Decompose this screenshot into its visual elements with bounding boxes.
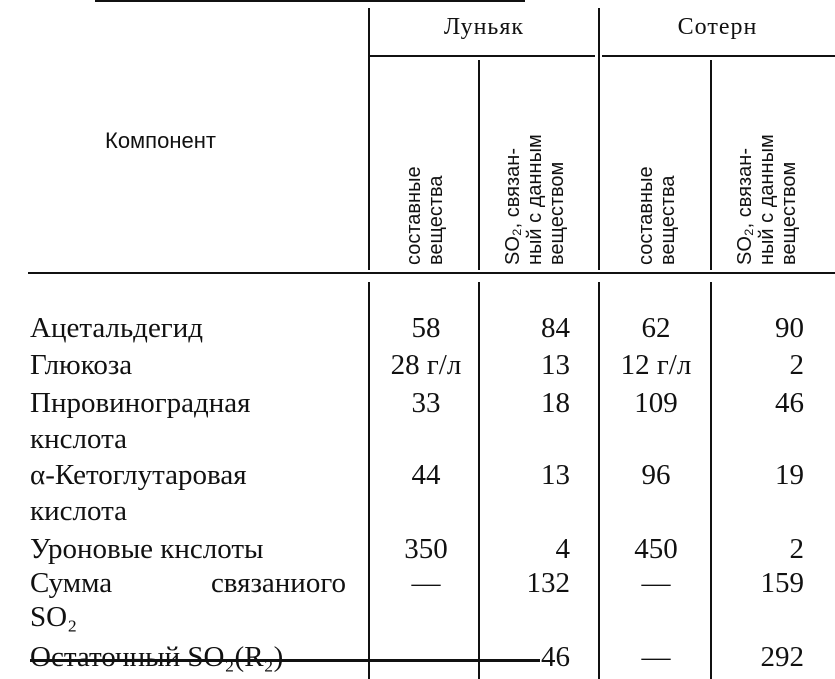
- lunyak-substances-value: 350: [404, 533, 448, 565]
- divider-groups: [598, 8, 600, 270]
- header-component: Компонент: [105, 128, 216, 153]
- row-name-line2: кислота: [30, 495, 127, 527]
- header-soter-substances: составные вещества: [635, 166, 679, 265]
- lunyak-so2-value: 4: [555, 533, 570, 565]
- soter-substances-value: 109: [634, 387, 678, 419]
- table-row-continuation: [0, 495, 835, 529]
- lunyak-so2-value: 18: [541, 387, 570, 419]
- divider-component: [368, 8, 370, 270]
- header-group-lunyak: Луньяк: [443, 14, 525, 40]
- divider-soter-inner: [710, 60, 712, 270]
- table-row: [0, 459, 835, 493]
- soter-so2-value: 46: [775, 387, 804, 419]
- table-row: [0, 387, 835, 421]
- soter-substances-value: —: [641, 567, 671, 599]
- table-row-continuation: [0, 423, 835, 457]
- row-name: Глюкоза: [30, 349, 133, 381]
- header-lunyak-substances: составные вещества: [403, 166, 447, 265]
- row-name: Уроновые кнслоты: [30, 533, 264, 565]
- lunyak-substances-value: —: [411, 567, 441, 599]
- soter-substances-value: 450: [634, 533, 678, 565]
- soter-so2-value: 2: [789, 349, 804, 381]
- row-name-line2: SO₂: [30, 601, 78, 633]
- lunyak-substances-value: 33: [411, 387, 441, 419]
- row-name: Пнровиноградная: [30, 387, 251, 419]
- row-name: Остаточный SO₂(R₂): [30, 641, 284, 673]
- row-name-part-b: связаниого: [210, 567, 346, 599]
- header-soter-so2: SO₂, связан- ный с данным веществом: [734, 134, 800, 265]
- soter-so2-value: 90: [775, 312, 804, 344]
- lunyak-substances-value: 58: [411, 312, 441, 344]
- soter-so2-value: 159: [760, 567, 804, 599]
- row-name-line2: кнслота: [30, 423, 127, 455]
- lunyak-substances-value: 28 г/л: [390, 349, 462, 381]
- lunyak-so2-value: 46: [541, 641, 570, 673]
- group-rule-soter: [602, 55, 835, 57]
- soter-substances-value: 96: [641, 459, 671, 491]
- table-row: [0, 312, 835, 346]
- row-name-part-a: Сумма: [30, 567, 113, 599]
- lunyak-so2-value: 13: [541, 459, 570, 491]
- divider-lunyak-inner: [478, 60, 480, 270]
- soter-substances-value: 62: [641, 312, 671, 344]
- lunyak-so2-value: 13: [541, 349, 570, 381]
- soter-so2-value: 2: [789, 533, 804, 565]
- lunyak-so2-value: 132: [526, 567, 570, 599]
- table-row: [0, 349, 835, 383]
- soter-substances-value: —: [641, 641, 671, 673]
- header-bottom-rule: [28, 272, 835, 274]
- header-lunyak-so2: SO₂, связан- ный с данным веществом: [502, 134, 568, 265]
- table-row: [0, 533, 835, 567]
- lunyak-so2-value: 84: [541, 312, 570, 344]
- soter-substances-value: 12 г/л: [620, 349, 692, 381]
- table-row: [0, 641, 835, 675]
- row-name: α-Кетоглутаровая: [30, 459, 247, 491]
- row-name: [30, 567, 346, 600]
- top-rule: [95, 0, 525, 2]
- table-row: [0, 567, 835, 601]
- group-rule-lunyak: [370, 55, 595, 57]
- soter-so2-value: 19: [775, 459, 804, 491]
- soter-so2-value: 292: [760, 641, 804, 673]
- lunyak-substances-value: 44: [411, 459, 441, 491]
- row-name: Ацетальдегид: [30, 312, 203, 344]
- header-group-soter: Сотерн: [677, 14, 758, 40]
- table-row-continuation: [0, 601, 835, 635]
